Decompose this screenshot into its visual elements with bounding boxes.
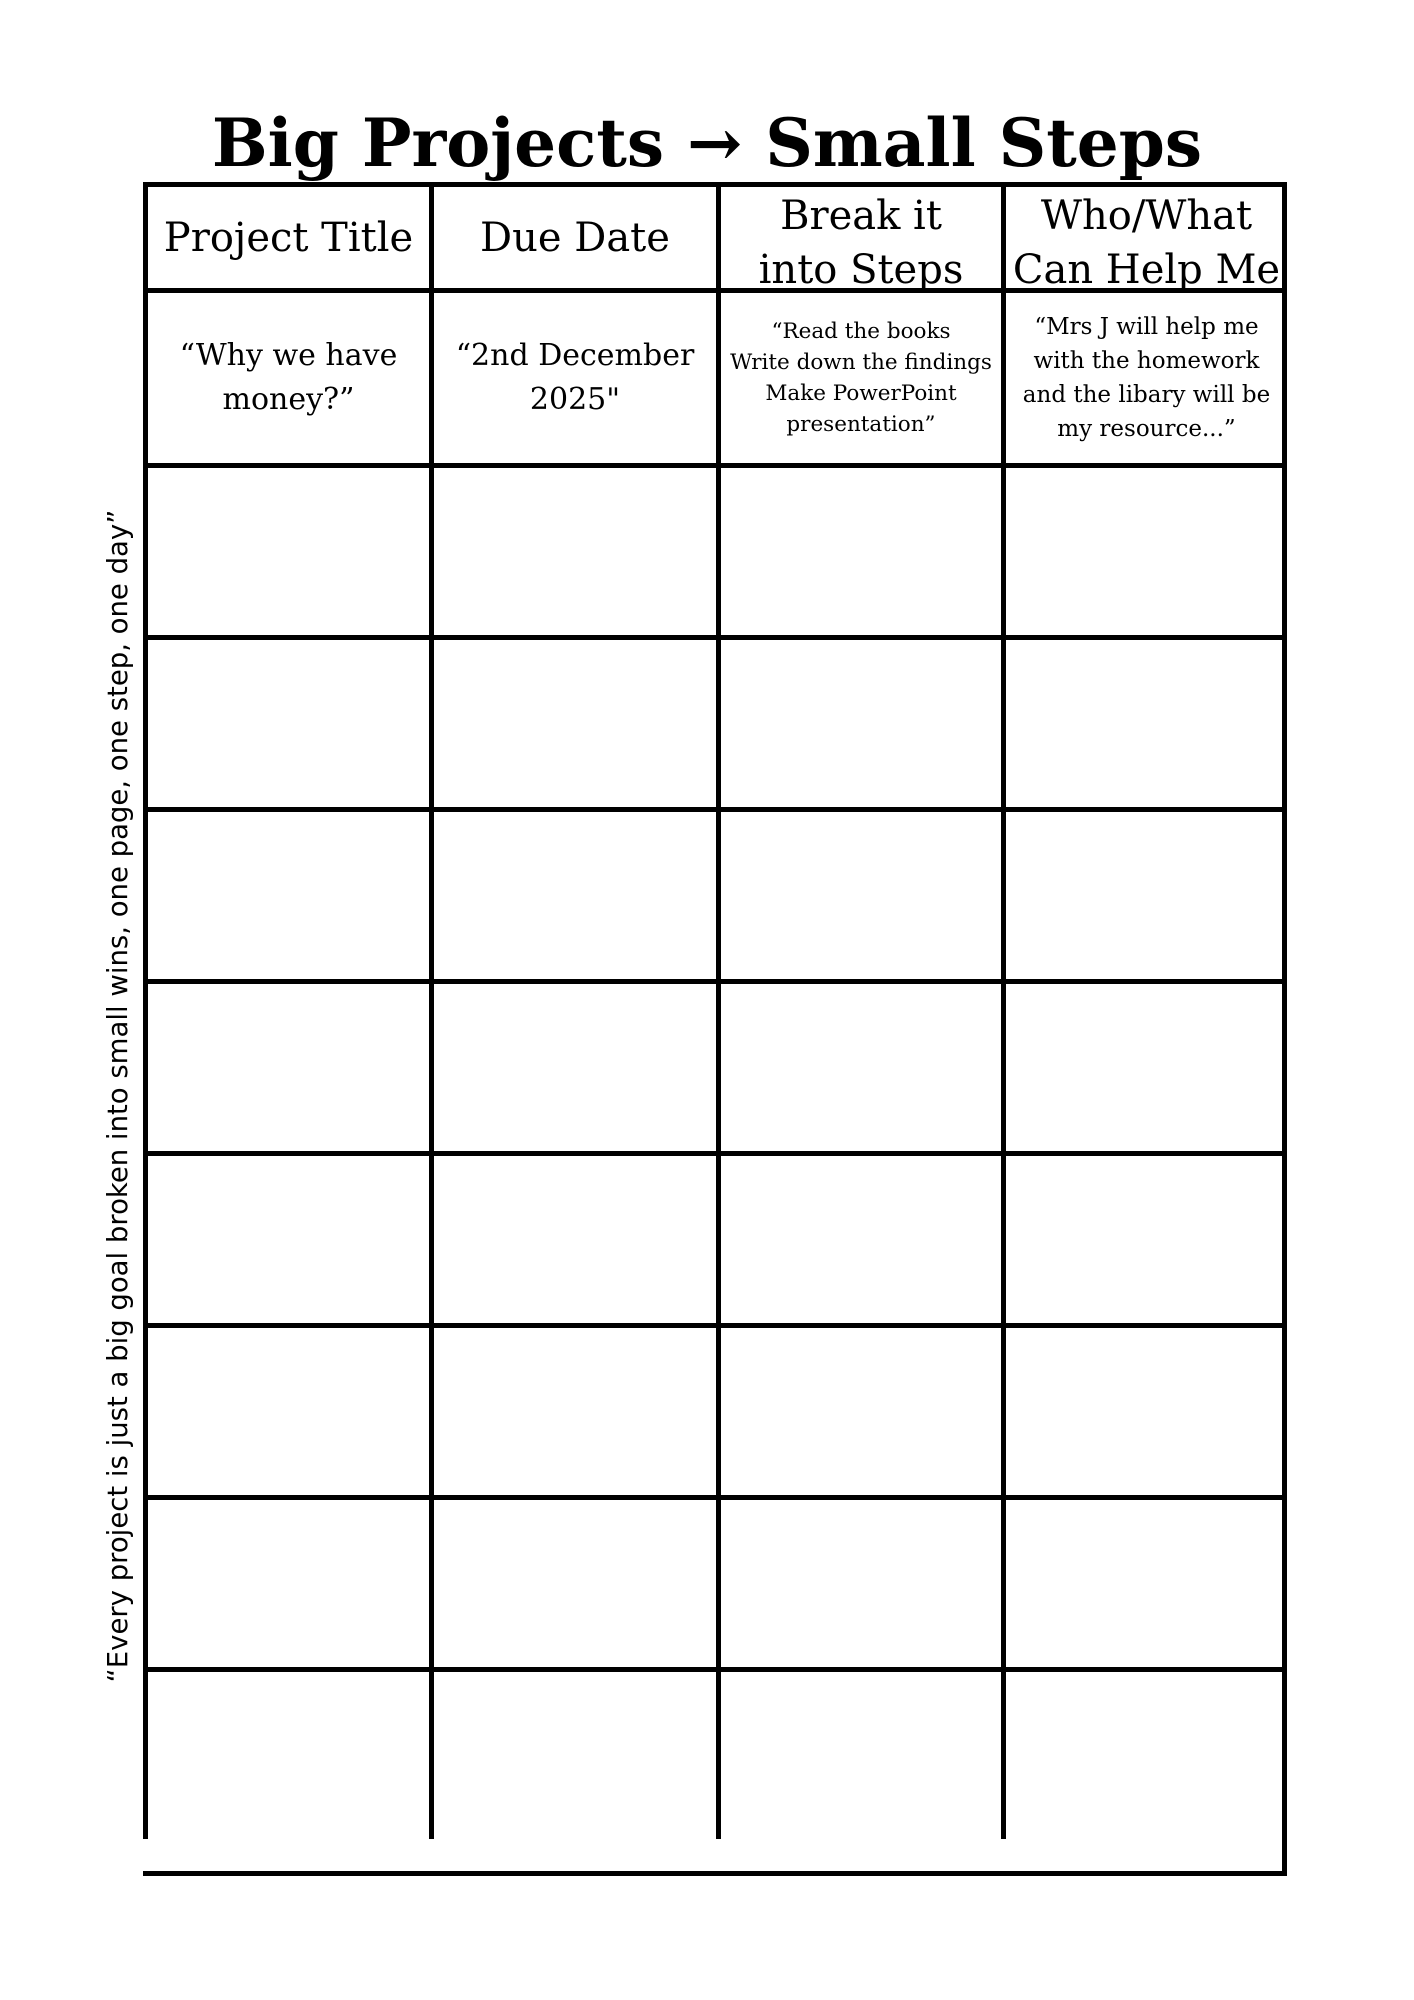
blank-project-title-cell[interactable] — [143, 463, 429, 635]
blank-steps-cell[interactable] — [716, 1667, 1001, 1839]
blank-helpers-cell[interactable] — [1001, 635, 1287, 807]
blank-project-title-cell[interactable] — [143, 1495, 429, 1667]
blank-project-title-cell[interactable] — [143, 1667, 429, 1839]
project-table — [143, 182, 1287, 1876]
header-break-into-steps — [716, 182, 1001, 293]
blank-due-date-cell[interactable] — [429, 1495, 716, 1667]
blank-helpers-cell[interactable] — [1001, 1667, 1287, 1839]
blank-project-title-cell[interactable] — [143, 1323, 429, 1495]
blank-due-date-cell[interactable] — [429, 807, 716, 979]
header-who-can-help — [1001, 182, 1287, 293]
blank-steps-cell[interactable] — [716, 1151, 1001, 1323]
example-helpers-cell[interactable] — [1001, 288, 1287, 463]
header-label: Who/What Can Help Me — [1012, 193, 1281, 293]
header-due-date — [429, 182, 716, 288]
example-due-date-cell[interactable] — [429, 288, 716, 463]
example-project-title: “Why we have money?” — [179, 338, 398, 417]
blank-helpers-cell[interactable] — [1001, 463, 1287, 635]
header-label: Project Title — [163, 214, 414, 261]
blank-steps-cell[interactable] — [716, 979, 1001, 1151]
blank-steps-cell[interactable] — [716, 1323, 1001, 1495]
blank-due-date-cell[interactable] — [429, 463, 716, 635]
blank-steps-cell[interactable] — [716, 1495, 1001, 1667]
example-steps: “Read the books Write down the findings Make PowerPoint presentation” — [730, 319, 992, 437]
blank-project-title-cell[interactable] — [143, 807, 429, 979]
blank-project-title-cell[interactable] — [143, 979, 429, 1151]
blank-steps-cell[interactable] — [716, 635, 1001, 807]
blank-due-date-cell[interactable] — [429, 635, 716, 807]
blank-helpers-cell[interactable] — [1001, 1151, 1287, 1323]
header-project-title — [143, 182, 429, 288]
blank-due-date-cell[interactable] — [429, 1667, 716, 1839]
example-due-date: “2nd December 2025" — [455, 338, 695, 417]
blank-helpers-cell[interactable] — [1001, 1495, 1287, 1667]
header-label: Break it into Steps — [758, 193, 964, 293]
example-helpers: “Mrs J will help me with the homework and the libary will be my resource...” — [1022, 314, 1271, 442]
blank-helpers-cell[interactable] — [1001, 979, 1287, 1151]
side-quote: “Every project is just a big goal broken into small wins, one page, one step, one day” — [102, 509, 134, 1683]
page-title: Big Projects → Small Steps — [211, 104, 1203, 182]
blank-helpers-cell[interactable] — [1001, 807, 1287, 979]
blank-steps-cell[interactable] — [716, 807, 1001, 979]
header-label: Due Date — [480, 214, 670, 261]
blank-project-title-cell[interactable] — [143, 1151, 429, 1323]
blank-due-date-cell[interactable] — [429, 1151, 716, 1323]
blank-steps-cell[interactable] — [716, 463, 1001, 635]
blank-helpers-cell[interactable] — [1001, 1323, 1287, 1495]
example-project-title-cell[interactable] — [143, 288, 429, 463]
example-steps-cell[interactable] — [716, 288, 1001, 463]
blank-due-date-cell[interactable] — [429, 979, 716, 1151]
blank-project-title-cell[interactable] — [143, 635, 429, 807]
blank-due-date-cell[interactable] — [429, 1323, 716, 1495]
